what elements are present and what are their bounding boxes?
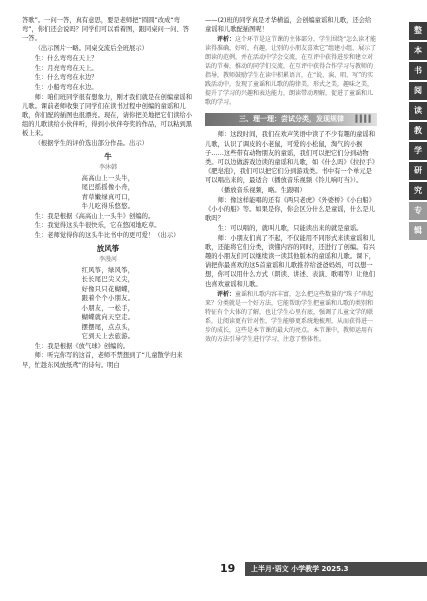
paragraph: 师：咱们班同学很有想象力，刚才我们就是在创编童谣和儿歌。课前老师收集了同学们在读书过程中创编的童谣和儿歌，你们配的插图也很漂亮。现在，请你把美地把它们读给小组的儿歌读给小伙伴听，得到小伙伴夸奖的作品，可以粘到黑板上来。 <box>22 93 193 138</box>
stripes-icon: ▍▍▍▍ <box>355 115 373 124</box>
section-side-tabs <box>405 22 427 242</box>
paragraph: （出示图片一略。同桌交流后全班展示） <box>34 45 148 53</box>
paragraph: 生：月亮弯弯在天上。 <box>34 64 98 72</box>
commentary-label: 评析： <box>217 290 236 298</box>
side-tab: 究 <box>409 182 427 200</box>
side-tab: 读 <box>409 102 427 120</box>
poem-line: 长长尾巴尖又尖， <box>81 276 135 284</box>
section-title: 三、理一理：尝试分类，发现规律 <box>239 115 344 124</box>
poem-line: 它到天上去旅游。 <box>81 333 135 341</box>
poem-line: 高高山上一头牛， <box>81 174 135 182</box>
side-tab: 整 <box>409 22 427 40</box>
poem-title: 牛 <box>104 152 112 162</box>
paragraph: 师：小朋友们真了不起，不仅能用不同形式来读童谣和儿歌，还能将它们分类，读懂内容的同时，还进行了创编。有兴趣的小朋友们可以继续读一读其他版本的童谣和儿歌。课下，请把你最喜欢的这5首童谣和儿歌推荐给爸爸妈妈，可以想一想，你可以用什么方式（朗读、讲述、表演、歌唱等）让他们也喜欢童谣和儿歌。 <box>205 234 376 288</box>
paragraph: （播放音乐视频，略。生跟唱） <box>217 187 306 195</box>
poem-line: 蝴蝶就向天空走。 <box>81 314 135 322</box>
poem-title: 放风筝 <box>96 244 120 254</box>
paragraph: 生：老师觉得你的这头牛比书中的更可爱！（出示） <box>34 232 180 240</box>
side-tab: 本 <box>409 42 427 60</box>
commentary <box>205 290 377 344</box>
paragraph: 生：我是根据《高高山上一头牛》创编的。 <box>34 212 155 220</box>
paragraph: 生：可以唱的，就叫儿歌，只能读出来的就是童谣。 <box>217 224 363 232</box>
paragraph: 师：听完你写的这首，老师不禁想到了“儿童散学归来早，忙趁东风放纸鸢”的诗句。明白 <box>22 352 183 369</box>
poem-line: 尾巴摇摇像小舟， <box>81 184 135 192</box>
paragraph: 师：这段时间，我们在欢声笑语中读了不少有趣的童谣和儿歌，认识了调皮的小老鼠，可爱的小松鼠，淘气的小猴子……这些带有动物朋友的童谣，我们可以把它们分到动物类。可以边做游戏边读的童谣和儿歌，如《什么吗》《拉拉手》《肥皂泡》，我们可以把它们分到游戏类。书中有一个单元是可以唱出来的，最适合（播放音乐视频《铃儿响叮当》）。 <box>205 131 376 185</box>
side-tab: 专 <box>409 202 427 220</box>
side-tab: 阅 <box>409 82 427 100</box>
poem-author: 李漫河 <box>98 255 117 263</box>
paragraph: 生：我是根据《放气球》创编的。 <box>34 342 130 350</box>
paragraph: 生：什么弯弯在天上？ <box>34 54 98 62</box>
paragraph: 师：像这样能唱的还有《两只老虎》《外婆桥》《小白船》《小小的船》等。如果是你，你会区分什么是童谣，什么是儿歌吗？ <box>205 196 376 223</box>
section-banner <box>205 113 377 126</box>
commentary-text: 这个环节是这节课的主体部分，学生围绕“怎么读才能读得准确，好听，有趣，让别的小朋友喜欢它”组建小组，展示了朗读的范例，并在活动中学会交流，在互评中获得进步和建立对话的节奏，推动的同学们交流，在互评中获得合作学习与教师的指导，教师鼓励学生在读中积累语言，在“说、演、唱、写”的实践活动中，发现了童谣和儿歌的韵律美，形式之美，趣味之美，提升了学习的兴趣和表达能力，朗读带动理解，促进了童谣和儿歌的学习。 <box>205 36 377 107</box>
side-tab: 辑 <box>409 222 427 240</box>
poem-line: 摆摆尾，点点头， <box>81 323 135 331</box>
commentary-text: 童谣和儿歌内容丰富，怎么把这些数量的“珠子”串起来？分类就是一个好方法，它能帮助学生把童谣和儿歌的类别和特征有个大体的了解，也让学生心里有底，强调了儿童文学的联系，让阅读更有针对性，学生能够更系统地梳理，从而获得进一步的成长，这些是本节课的最大的亮点。本节课中，教师运用有效的方法引导学生进行学习，注意了整体性。 <box>205 290 374 343</box>
side-tab: 书 <box>409 62 427 80</box>
page-number: 19 <box>220 562 236 575</box>
poem-line: 好像只只花蝴蝶， <box>81 285 135 293</box>
side-tab: 研 <box>409 162 427 180</box>
paragraph: 生：小船弯弯在水边。 <box>34 83 98 91</box>
poem-author: 李沐韩 <box>98 163 117 171</box>
paragraph: 答歌”。一问一答，真有意思，要是老师把“圆圆”改成“弯弯”，你们还会说吗？同学们可以看着图，跟同桌问一问、答一答。 <box>22 17 189 43</box>
commentary <box>205 35 377 107</box>
commentary-label: 评析： <box>217 36 236 44</box>
paragraph: ——(2)班的同学真是才华横溢，会创编童谣和儿歌，还会给童谣和儿歌配插图呢！ <box>205 17 372 34</box>
poem-line: 红风筝，绿风筝， <box>81 266 135 274</box>
paragraph: （根据学生的评价选出部分作品。出示） <box>34 140 148 148</box>
poem-line: 牛儿吃得乐悠悠。 <box>81 203 135 211</box>
side-tab: 学 <box>409 142 427 160</box>
issue-label: 上半月·语文 小学教学 2025.3 <box>245 562 427 576</box>
poem-line: 青草嫩绿真可口， <box>81 193 135 201</box>
page-footer <box>220 562 427 576</box>
left-column <box>22 16 194 370</box>
paragraph: 生：我觉得这头牛很快乐，它在悠闲地吃草。 <box>34 222 161 230</box>
right-column <box>205 16 377 345</box>
poem-line: 小朋友，一松手， <box>81 304 135 312</box>
paragraph: 生：什么弯弯在水边？ <box>34 74 98 82</box>
poem-line: 跟着个个小朋友。 <box>81 295 135 303</box>
side-tab: 教 <box>409 122 427 140</box>
